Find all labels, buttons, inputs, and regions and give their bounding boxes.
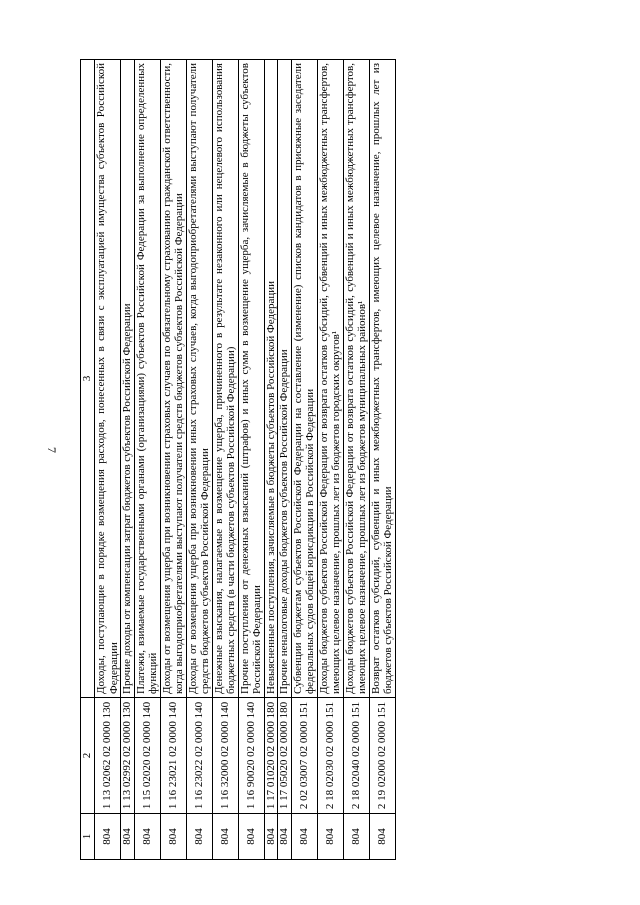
revenue-codes-table	[80, 59, 396, 860]
admin-code-cell: 804	[317, 814, 343, 860]
page-number: 7	[45, 447, 59, 453]
budget-code-cell: 1 17 01020 02 0000 180	[264, 698, 278, 814]
budget-code-cell: 1 13 02062 02 0000 130	[95, 698, 121, 814]
revenue-name-cell: Доходы бюджетов субъектов Российской Федерации от возврата остатков субсидий, субвенций и иных межбюджетных трансфертов, имеющих целевое назначение, прошлых лет из бюджетов городских округов¹	[317, 60, 343, 698]
budget-code-cell: 2 02 03007 02 0000 151	[291, 698, 317, 814]
rotated-table-container	[80, 60, 560, 860]
revenue-name-cell: Платежи, взимаемые государственными органами (организациями) субъектов Российской Федерации за выполнение определенных функций	[134, 60, 160, 698]
revenue-name-cell: Денежные взыскания, налагаемые в возмещение ущерба, причиненного в результате незаконного или нецелевого использования бюджетных средств (в части бюджетов субъектов Российской Федерации)	[212, 60, 238, 698]
table-row	[317, 60, 343, 860]
admin-code-cell: 804	[278, 814, 292, 860]
revenue-name-cell: Доходы бюджетов субъектов Российской Федерации от возврата остатков субсидий, субвенций и иных межбюджетных трансфертов, имеющих целевое назначение, прошлых лет из бюджетов муниципальных районов¹	[343, 60, 369, 698]
table-row	[238, 60, 264, 860]
table-row	[134, 60, 160, 860]
admin-code-cell: 804	[95, 814, 121, 860]
budget-code-cell: 1 16 23022 02 0000 140	[186, 698, 212, 814]
budget-code-cell: 2 18 02040 02 0000 151	[343, 698, 369, 814]
admin-code-cell: 804	[343, 814, 369, 860]
table-row	[212, 60, 238, 860]
admin-code-cell: 804	[121, 814, 135, 860]
revenue-name-cell: Прочие поступления от денежных взысканий (штрафов) и иных сумм в возмещение ущерба, зачисляемые в бюджеты субъектов Российской Федерации	[238, 60, 264, 698]
budget-code-cell: 1 17 05020 02 0000 180	[278, 698, 292, 814]
table-row	[278, 60, 292, 860]
admin-code-cell: 804	[186, 814, 212, 860]
table-row	[121, 60, 135, 860]
budget-code-cell: 1 16 90020 02 0000 140	[238, 698, 264, 814]
table-row	[160, 60, 186, 860]
revenue-name-cell: Прочие доходы от компенсации затрат бюджетов субъектов Российской Федерации	[121, 60, 135, 698]
column-header-2: 2	[81, 698, 95, 814]
admin-code-cell: 804	[160, 814, 186, 860]
admin-code-cell: 804	[264, 814, 278, 860]
budget-code-cell: 2 19 02000 02 0000 151	[369, 698, 395, 814]
admin-code-cell: 804	[291, 814, 317, 860]
table-row	[343, 60, 369, 860]
budget-code-cell: 2 18 02030 02 0000 151	[317, 698, 343, 814]
table-header-row	[81, 60, 95, 860]
column-header-1: 1	[81, 814, 95, 860]
budget-code-cell: 1 15 02020 02 0000 140	[134, 698, 160, 814]
admin-code-cell: 804	[369, 814, 395, 860]
table-row	[186, 60, 212, 860]
revenue-name-cell: Невыясненные поступления, зачисляемые в бюджеты субъектов Российской Федерации	[264, 60, 278, 698]
revenue-name-cell: Доходы от возмещения ущерба при возникновении страховых случаев по обязательному страхованию гражданской ответственности, когда выгодоприобретателями выступают получатели средств бюджетов субъектов Российской Федерации	[160, 60, 186, 698]
revenue-name-cell: Доходы, поступающие в порядке возмещения расходов, понесенных в связи с эксплуатацией имущества субъектов Российской Федерации	[95, 60, 121, 698]
budget-code-cell: 1 16 32000 02 0000 140	[212, 698, 238, 814]
table-row	[95, 60, 121, 860]
table-row	[369, 60, 395, 860]
budget-code-cell: 1 16 23021 02 0000 140	[160, 698, 186, 814]
column-header-3: 3	[81, 60, 95, 698]
admin-code-cell: 804	[238, 814, 264, 860]
admin-code-cell: 804	[212, 814, 238, 860]
table-row	[264, 60, 278, 860]
budget-code-cell: 1 13 02992 02 0000 130	[121, 698, 135, 814]
revenue-name-cell: Возврат остатков субсидий, субвенций и иных межбюджетных трансфертов, имеющих целевое назначение, прошлых лет из бюджетов субъектов Российской Федерации	[369, 60, 395, 698]
admin-code-cell: 804	[134, 814, 160, 860]
revenue-name-cell: Субвенции бюджетам субъектов Российской Федерации на составление (изменение) списков кандидатов в присяжные заседатели федеральных судов общей юрисдикции в Российской Федерации	[291, 60, 317, 698]
revenue-name-cell: Доходы от возмещения ущерба при возникновении иных страховых случаев, когда выгодоприобретателями выступают получатели средств бюджетов субъектов Российской Федерации	[186, 60, 212, 698]
revenue-name-cell: Прочие неналоговые доходы бюджетов субъектов Российской Федерации	[278, 60, 292, 698]
table-row	[291, 60, 317, 860]
